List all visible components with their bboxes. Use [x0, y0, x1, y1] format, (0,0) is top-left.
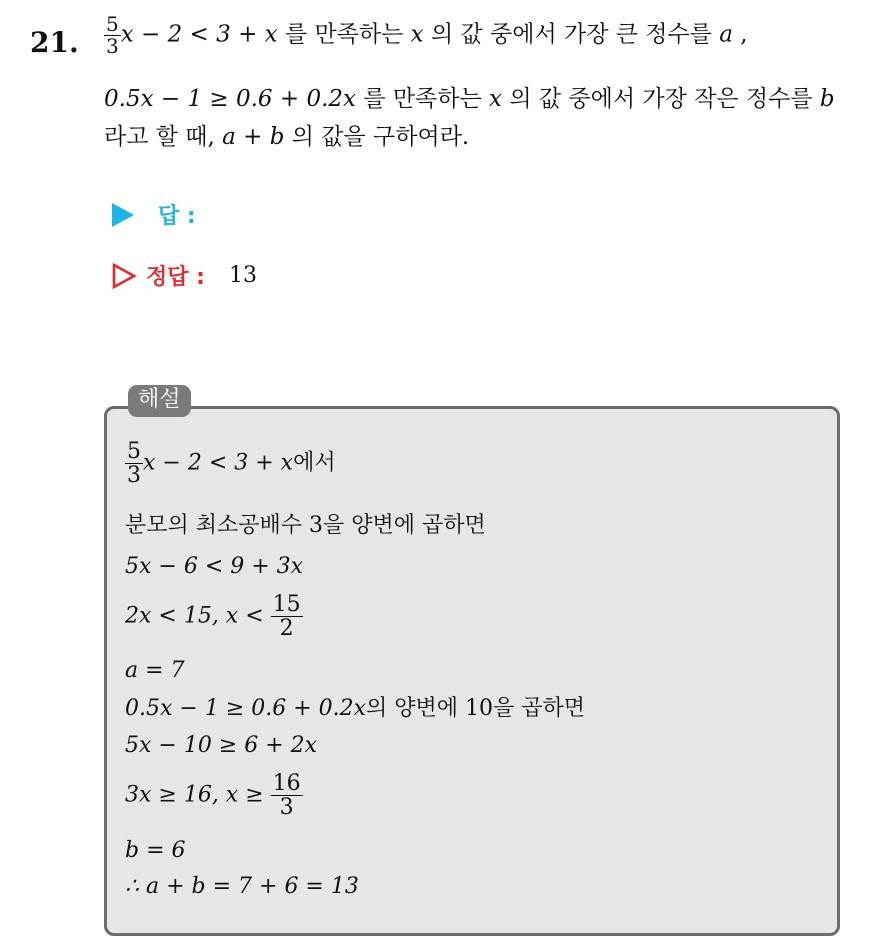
solution-text: 을 양변에 곱하면: [323, 513, 486, 538]
fraction-denominator: 3: [279, 795, 294, 821]
question-line-1: [104, 14, 748, 57]
fraction-denominator: 3: [106, 34, 119, 58]
solution-line-7: [125, 735, 317, 757]
solution-expression: 2x < 15, x <: [125, 603, 264, 629]
solution-line-4: [125, 593, 303, 640]
solution-line-3: [125, 556, 303, 578]
solution-text: 의 양변에: [366, 696, 459, 721]
variable: x: [410, 21, 424, 48]
question-text: 를 만족하는: [363, 86, 482, 112]
solution-line-8: [125, 772, 303, 819]
fraction-numerator: 16: [272, 771, 301, 796]
question-number: 21.: [30, 26, 79, 59]
variable-b: b: [819, 86, 835, 112]
punctuation: ,: [740, 21, 748, 48]
question-text: 라고 할 때,: [104, 124, 215, 150]
fraction-numerator: 5: [127, 439, 141, 464]
solution-expression: a = 7: [125, 658, 185, 683]
correct-answer-value: 13: [228, 263, 257, 288]
solution-expression: 3x ≥ 16, x ≥: [125, 782, 264, 808]
question-line-2: [104, 88, 835, 111]
solution-text: 에서: [293, 450, 336, 476]
variable: x: [489, 86, 503, 112]
inequality-expression: 0.5x − 1 ≥ 0.6 + 0.2x: [104, 86, 356, 112]
solution-line-1: [125, 440, 336, 487]
correct-answer-row: [112, 260, 257, 291]
question-text: 를 만족하는: [284, 21, 404, 48]
fraction-numerator: 5: [106, 12, 119, 36]
fraction-numerator: 15: [272, 592, 301, 617]
solution-fraction: [271, 772, 303, 819]
solution-conclusion: ∴ a + b = 7 + 6 = 13: [125, 874, 359, 899]
answer-row: [112, 199, 196, 230]
solution-expression: b = 6: [125, 838, 186, 863]
solution-tab: 해설: [128, 385, 191, 417]
solution-number: 3: [309, 513, 324, 538]
solution-fraction: [125, 440, 143, 487]
solution-number: 10: [465, 696, 494, 721]
solution-line-10: [125, 876, 359, 898]
answer-label: 답 :: [158, 204, 196, 229]
solution-line-2: [125, 515, 486, 537]
solution-line-9: [125, 840, 186, 862]
correct-answer-label: 정답 :: [146, 265, 205, 290]
inequality-expression: x − 2 < 3 + x: [120, 21, 278, 48]
fraction-denominator: 2: [279, 616, 294, 642]
solution-expression: 0.5x − 1 ≥ 0.6 + 0.2x: [125, 696, 367, 721]
sum-expression: a + b: [222, 124, 285, 150]
solution-line-6: [125, 698, 585, 720]
solution-expression: 5x − 10 ≥ 6 + 2x: [125, 733, 318, 758]
question-line-3: [104, 126, 469, 149]
question-text: 의 값을 구하여라.: [291, 124, 470, 150]
play-triangle-icon: [112, 203, 134, 227]
solution-expression: x − 2 < 3 + x: [143, 450, 294, 476]
solution-line-5: [125, 660, 185, 682]
solution-text: 분모의 최소공배수: [125, 513, 303, 538]
solution-expression: 5x − 6 < 9 + 3x: [125, 554, 304, 579]
solution-fraction: [271, 593, 303, 640]
fraction-denominator: 3: [127, 463, 141, 489]
question-fraction: [104, 14, 121, 57]
question-text: 의 값 중에서 가장 큰 정수를: [430, 21, 712, 48]
question-text: 의 값 중에서 가장 작은 정수를: [509, 86, 813, 112]
variable-a: a: [719, 21, 733, 48]
outline-triangle-icon: [112, 263, 136, 289]
solution-text: 을 곱하면: [493, 696, 586, 721]
